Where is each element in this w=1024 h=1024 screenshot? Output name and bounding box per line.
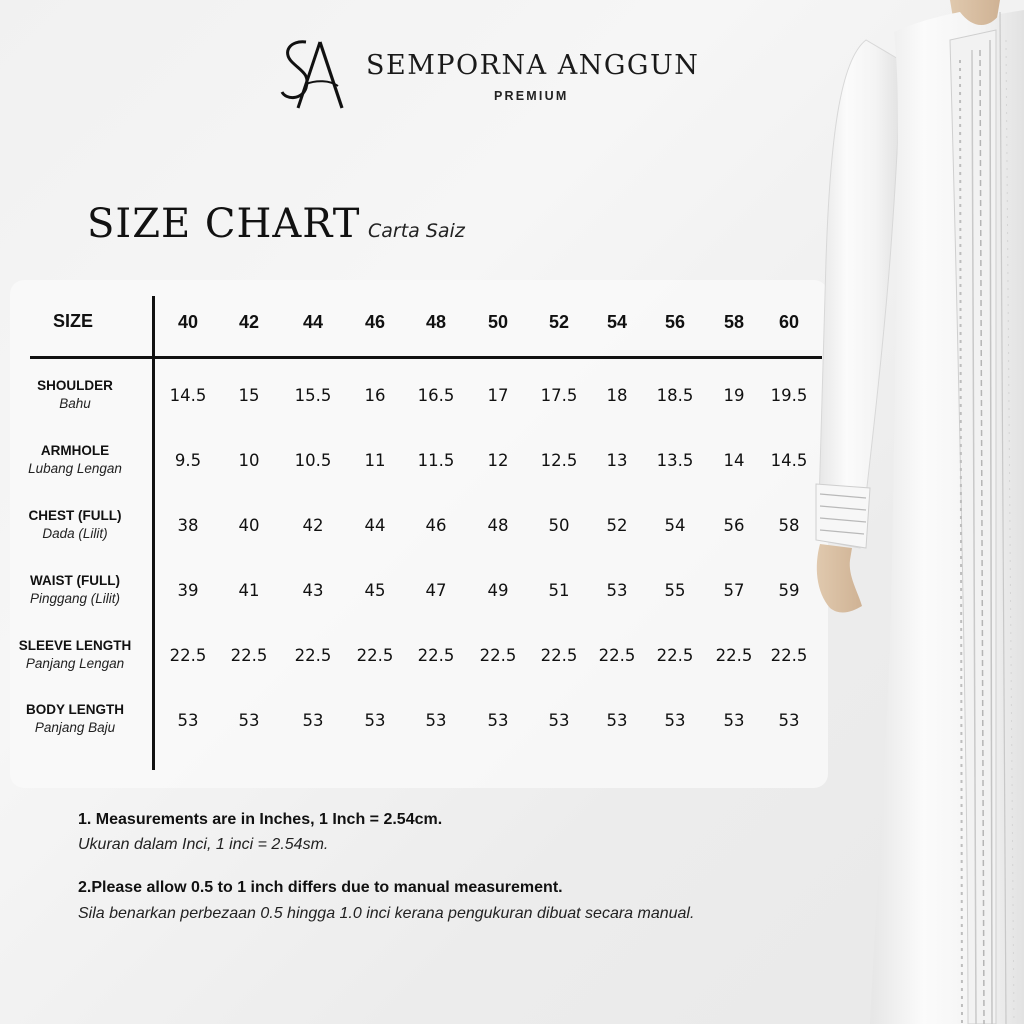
brand-monogram-logo: [276, 36, 348, 112]
page-subtitle: Carta Saiz: [368, 220, 465, 242]
table-cell: 19.5: [770, 386, 808, 405]
measurement-row-label: [0, 507, 150, 543]
table-cell: 42: [302, 516, 324, 535]
measurement-name-malay: Panjang Lengan: [25, 656, 125, 671]
table-cell: 14.5: [169, 386, 207, 405]
table-cell: 52: [606, 516, 628, 535]
table-cell: 11: [364, 451, 386, 470]
measurement-name-malay: Lubang Lengan: [28, 461, 122, 476]
size-column-header: 52: [548, 312, 570, 332]
note-1-english: 1. Measurements are in Inches, 1 Inch = 2.54cm.: [78, 811, 443, 828]
table-cell: 53: [548, 711, 570, 730]
table-cell: 58: [778, 516, 800, 535]
table-cell: 17: [487, 386, 509, 405]
table-cell: 53: [606, 711, 628, 730]
measurement-name-malay: Pinggang (Lilit): [29, 591, 121, 606]
note-2-english: 2.Please allow 0.5 to 1 inch differs due to manual measurement.: [78, 879, 563, 896]
table-cell: 43: [302, 581, 324, 600]
table-cell: 45: [364, 581, 386, 600]
table-cell: 44: [364, 516, 386, 535]
table-cell: 17.5: [540, 386, 578, 405]
measurement-name-malay: Dada (Lilit): [42, 526, 108, 541]
table-cell: 49: [487, 581, 509, 600]
size-column-header: 60: [778, 312, 800, 332]
table-cell: 53: [302, 711, 324, 730]
size-column-header: 46: [364, 312, 386, 332]
table-cell: 38: [177, 516, 199, 535]
measurement-row-label: [0, 701, 150, 737]
table-cell: 53: [425, 711, 447, 730]
table-cell: 56: [723, 516, 745, 535]
table-vertical-divider: [152, 296, 155, 770]
size-column-header: 40: [177, 312, 199, 332]
table-cell: 54: [664, 516, 686, 535]
measurement-name: SHOULDER: [37, 378, 113, 393]
size-column-header: 50: [487, 312, 509, 332]
table-cell: 57: [723, 581, 745, 600]
table-cell: 19: [723, 386, 745, 405]
table-horizontal-divider: [30, 356, 822, 359]
size-header-label: SIZE: [53, 311, 94, 331]
table-cell: 50: [548, 516, 570, 535]
table-cell: 55: [664, 581, 686, 600]
table-cell: 22.5: [540, 646, 578, 665]
table-cell: 22.5: [230, 646, 268, 665]
table-cell: 12: [487, 451, 509, 470]
table-cell: 16.5: [417, 386, 455, 405]
table-cell: 22.5: [598, 646, 636, 665]
size-column-header: 44: [302, 312, 324, 332]
size-column-header: 56: [664, 312, 686, 332]
table-cell: 46: [425, 516, 447, 535]
table-cell: 22.5: [294, 646, 332, 665]
measurement-name: BODY LENGTH: [25, 702, 124, 717]
measurement-name: ARMHOLE: [40, 443, 110, 458]
measurement-row-label: [0, 442, 150, 478]
table-cell: 15.5: [294, 386, 332, 405]
table-cell: 53: [487, 711, 509, 730]
table-cell: 14.5: [770, 451, 808, 470]
brand-name: SEMPORNA ANGGUN: [366, 50, 700, 81]
table-cell: 9.5: [174, 451, 202, 470]
garment-photo-illustration: [800, 0, 1024, 1024]
table-cell: 53: [238, 711, 260, 730]
measurement-name: SLEEVE LENGTH: [18, 638, 132, 653]
table-cell: 53: [606, 581, 628, 600]
table-cell: 53: [778, 711, 800, 730]
size-column-header: 54: [606, 312, 628, 332]
size-column-header: 42: [238, 312, 260, 332]
measurement-row-label: [0, 637, 150, 673]
table-cell: 12.5: [540, 451, 578, 470]
table-cell: 14: [723, 451, 745, 470]
brand-tagline: PREMIUM: [494, 89, 569, 103]
table-cell: 41: [238, 581, 260, 600]
size-column-header: 48: [425, 312, 447, 332]
table-cell: 53: [723, 711, 745, 730]
measurement-name: WAIST (FULL): [30, 573, 120, 588]
table-cell: 22.5: [770, 646, 808, 665]
table-cell: 53: [664, 711, 686, 730]
table-cell: 13: [606, 451, 628, 470]
table-cell: 53: [177, 711, 199, 730]
table-cell: 22.5: [715, 646, 753, 665]
table-cell: 15: [238, 386, 260, 405]
table-cell: 48: [487, 516, 509, 535]
note-1-malay: Ukuran dalam Inci, 1 inci = 2.54sm.: [78, 836, 329, 853]
measurement-name-malay: Panjang Baju: [34, 720, 116, 735]
table-cell: 22.5: [356, 646, 394, 665]
table-cell: 11.5: [417, 451, 455, 470]
table-cell: 47: [425, 581, 447, 600]
table-cell: 40: [238, 516, 260, 535]
table-cell: 16: [364, 386, 386, 405]
table-cell: 13.5: [656, 451, 694, 470]
table-cell: 59: [778, 581, 800, 600]
table-cell: 22.5: [417, 646, 455, 665]
table-cell: 53: [364, 711, 386, 730]
table-cell: 10.5: [294, 451, 332, 470]
table-cell: 22.5: [169, 646, 207, 665]
measurement-name: CHEST (FULL): [28, 508, 122, 523]
measurement-row-label: [0, 377, 150, 413]
table-cell: 22.5: [656, 646, 694, 665]
table-cell: 22.5: [479, 646, 517, 665]
note-2-malay: Sila benarkan perbezaan 0.5 hingga 1.0 inci kerana pengukuran dibuat secara manual.: [78, 905, 695, 922]
table-cell: 10: [238, 451, 260, 470]
table-cell: 18: [606, 386, 628, 405]
table-cell: 18.5: [656, 386, 694, 405]
page-title: SIZE CHART: [87, 201, 361, 247]
measurement-name-malay: Bahu: [59, 396, 91, 411]
size-column-header: 58: [723, 312, 745, 332]
measurement-row-label: [0, 572, 150, 608]
table-cell: 51: [548, 581, 570, 600]
table-cell: 39: [177, 581, 199, 600]
